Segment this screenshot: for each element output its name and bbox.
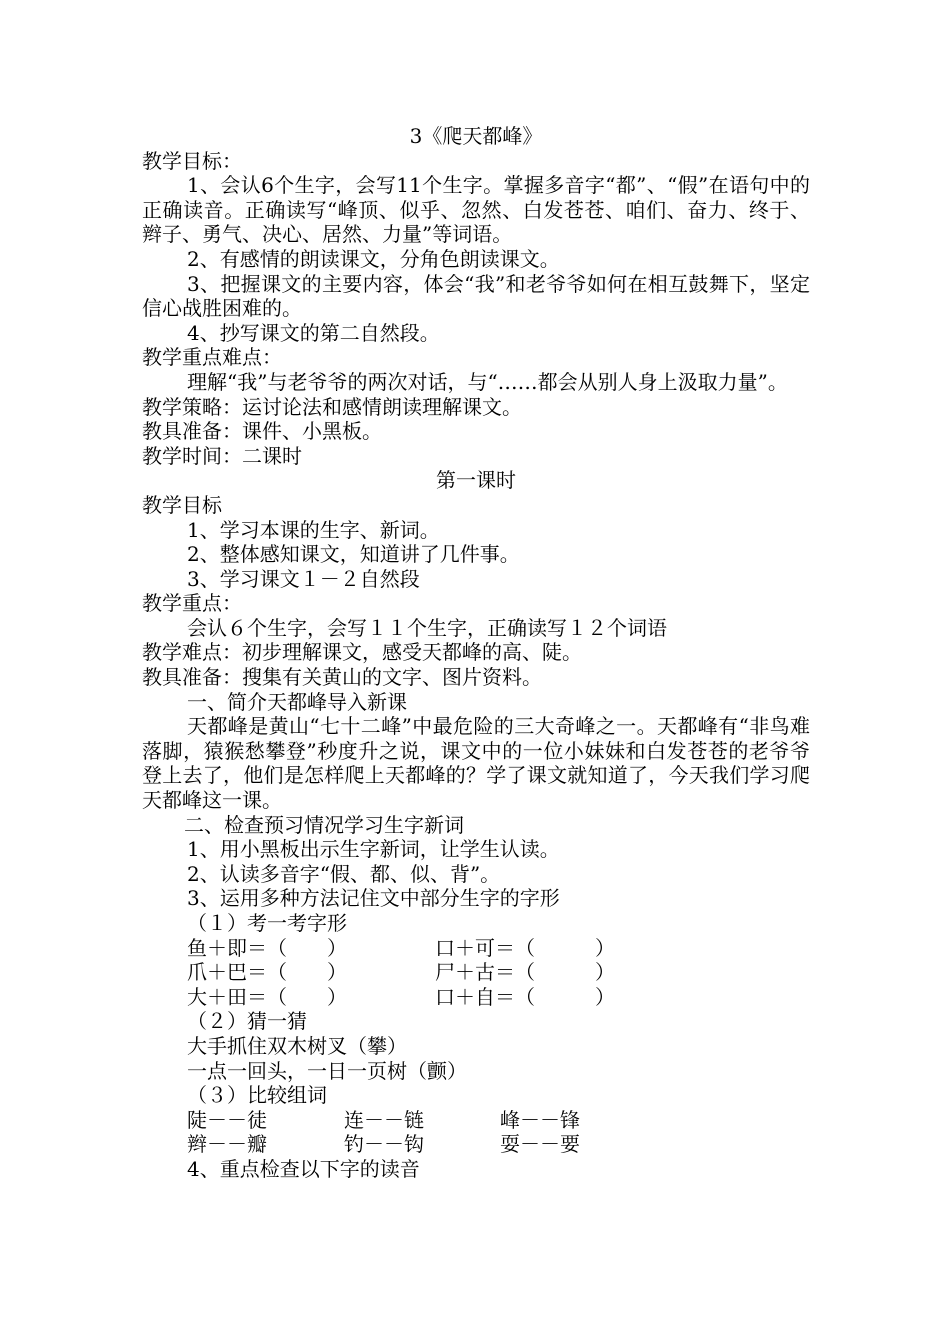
riddle-line: 一点一回头，一日一页树（颤） bbox=[187, 1058, 467, 1083]
lesson1-objective-1: 1、学习本课的生字、新词。 bbox=[187, 517, 440, 542]
char-formula: 鱼＋即＝（ ） bbox=[187, 935, 347, 960]
compare-row bbox=[142, 1132, 810, 1157]
char-formula: 口＋可＝（ ） bbox=[435, 935, 615, 960]
sub2-heading: （２）猜一猜 bbox=[187, 1009, 307, 1034]
keypoints-text: 理解“我”与老爷爷的两次对话，与“……都会从别人身上汲取力量”。 bbox=[187, 369, 788, 394]
objective-item-1: 1、会认6个生字，会写11个生字。掌握多音字“都”、“假”在语句中的正确读音。正确读写“峰顶、似乎、忽然、白发苍苍、咱们、奋力、终于、辫子、勇气、决心、居然、力量”等词语。 bbox=[142, 173, 810, 247]
part2-heading: 二、检查预习情况学习生字新词 bbox=[184, 812, 464, 837]
riddle-line: 大手抓住双木树叉（攀） bbox=[187, 1033, 407, 1058]
part2-item-1: 1、用小黑板出示生字新词，让学生认读。 bbox=[187, 837, 560, 862]
objective-item-2: 2、有感情的朗读课文，分角色朗读课文。 bbox=[187, 246, 560, 271]
char-formula-row bbox=[142, 985, 810, 1010]
compare-pair: 陡－－徒 bbox=[187, 1107, 267, 1132]
char-formula-row bbox=[142, 936, 810, 961]
part1-text: 天都峰是黄山“七十二峰”中最危险的三大奇峰之一。天都峰有“非鸟难落脚，猿猴愁攀登”秒度升之说，课文中的一位小妹妹和白发苍苍的老爷爷登上去了，他们是怎样爬上天都峰的？学了课文就知道了，今天我们学习爬天都峰这一课。 bbox=[142, 714, 810, 813]
sub3-heading: （３）比较组词 bbox=[187, 1083, 327, 1108]
char-formula: 爪＋巴＝（ ） bbox=[187, 960, 347, 985]
lesson1-difficulty: 教学难点：初步理解课文，感受天都峰的高、陡。 bbox=[142, 640, 582, 665]
compare-pair: 耍－－要 bbox=[500, 1132, 580, 1157]
keypoints-heading: 教学重点难点： bbox=[142, 345, 282, 370]
compare-pair: 辫－－瓣 bbox=[187, 1132, 267, 1157]
part2-item-2: 2、认读多音字“假、都、似、背”。 bbox=[187, 861, 501, 886]
lesson1-heading: 第一课时 bbox=[436, 468, 516, 493]
compare-pair: 钓－－钩 bbox=[344, 1132, 424, 1157]
compare-pair: 连－－链 bbox=[344, 1107, 424, 1132]
lesson1-prep: 教具准备：搜集有关黄山的文字、图片资料。 bbox=[142, 665, 542, 690]
document-title: 3《爬天都峰》 bbox=[409, 124, 543, 148]
tools-line: 教具准备：课件、小黑板。 bbox=[142, 419, 382, 444]
objective-item-3: 3、把握课文的主要内容，体会“我”和老爷爷如何在相互鼓舞下，坚定信心战胜困难的。 bbox=[142, 271, 810, 321]
lesson1-objectives-heading: 教学目标 bbox=[142, 492, 222, 517]
lesson1-objective-3: 3、学习课文１－２自然段 bbox=[187, 566, 420, 591]
lesson1-focus-text: 会认６个生字，会写１１个生字，正确读写１２个词语 bbox=[187, 615, 667, 640]
lesson1-objective-2: 2、整体感知课文，知道讲了几件事。 bbox=[187, 542, 520, 567]
time-line: 教学时间：二课时 bbox=[142, 443, 302, 468]
char-formula: 口＋自＝（ ） bbox=[435, 984, 615, 1009]
sub1-heading: （１）考一考字形 bbox=[187, 911, 347, 935]
compare-row bbox=[142, 1108, 810, 1133]
document-page bbox=[142, 124, 810, 1182]
char-formula: 大＋田＝（ ） bbox=[187, 984, 347, 1009]
compare-pair: 峰－－锋 bbox=[500, 1107, 580, 1132]
char-formula-row bbox=[142, 960, 810, 985]
objectives-heading: 教学目标： bbox=[142, 148, 242, 173]
objective-item-4: 4、抄写课文的第二自然段。 bbox=[187, 320, 440, 345]
char-formula: 尸＋古＝（ ） bbox=[435, 960, 615, 985]
lesson1-focus-heading: 教学重点： bbox=[142, 591, 242, 616]
strategy-line: 教学策略：运讨论法和感情朗读理解课文。 bbox=[142, 394, 522, 419]
part1-heading: 一、简介天都峰导入新课 bbox=[187, 689, 407, 714]
part2-item-3: 3、运用多种方法记住文中部分生字的字形 bbox=[187, 886, 560, 911]
part2-item-4: 4、重点检查以下字的读音 bbox=[187, 1156, 420, 1181]
